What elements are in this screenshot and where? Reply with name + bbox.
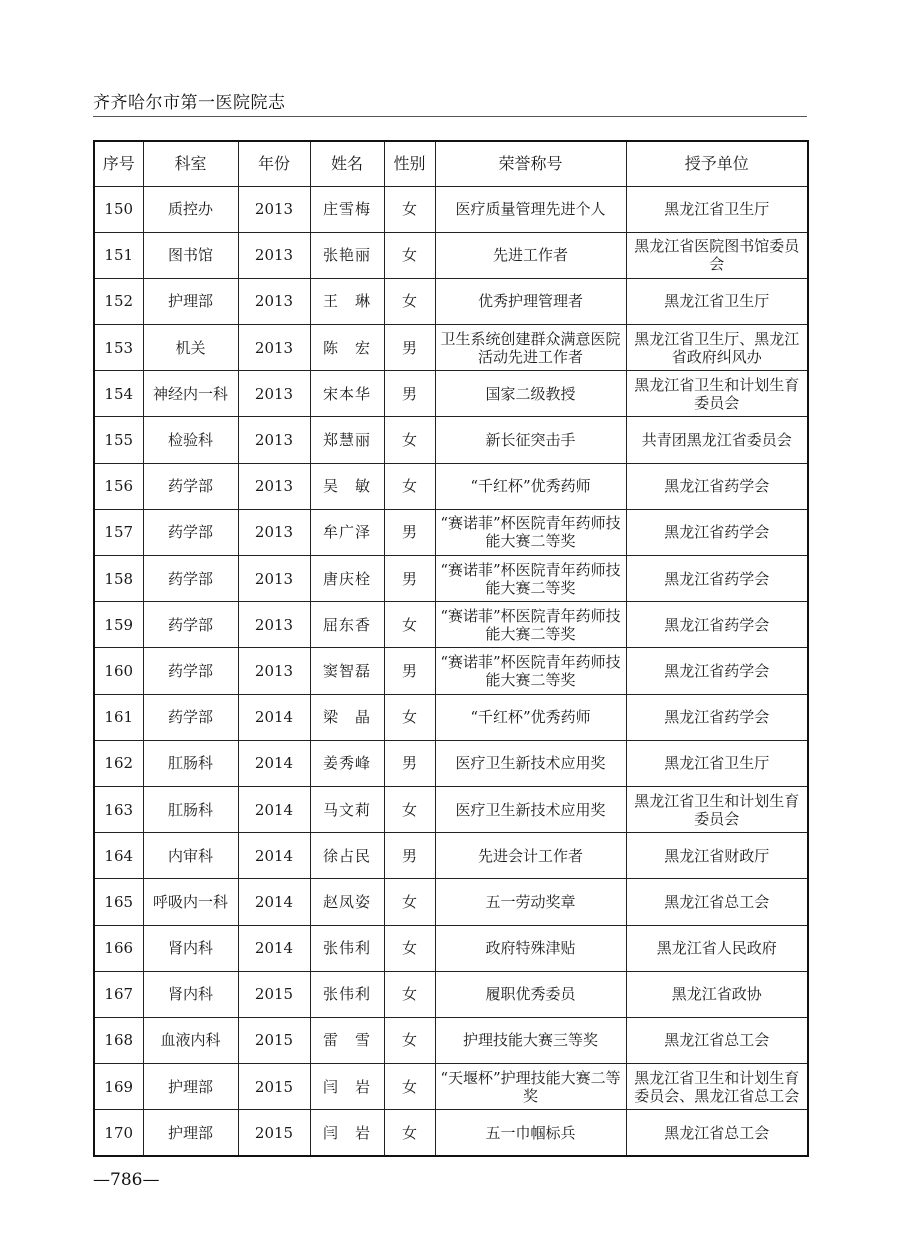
cell-gender: 女: [384, 879, 435, 925]
cell-year: 2015: [238, 1110, 310, 1156]
cell-awarding-unit: 黑龙江省政协: [626, 971, 808, 1017]
cell-number: 155: [94, 417, 143, 463]
cell-department: 检验科: [143, 417, 238, 463]
cell-awarding-unit: 黑龙江省卫生和计划生育委员会、黑龙江省总工会: [626, 1064, 808, 1110]
table-row: [94, 1064, 808, 1110]
cell-honor: 新长征突击手: [435, 417, 626, 463]
cell-year: 2014: [238, 694, 310, 740]
column-header-year: 年份: [238, 141, 310, 186]
table-row: [94, 371, 808, 417]
table-row: [94, 740, 808, 786]
cell-awarding-unit: 黑龙江省药学会: [626, 509, 808, 555]
running-head-title: 齐齐哈尔市第一医院院志: [93, 93, 286, 113]
honors-table: [93, 140, 809, 1157]
cell-name: 牟广泽: [310, 509, 384, 555]
cell-department: 肾内科: [143, 971, 238, 1017]
cell-gender: 男: [384, 648, 435, 694]
cell-year: 2015: [238, 1017, 310, 1063]
table-row: [94, 786, 808, 832]
cell-name: 姜秀峰: [310, 740, 384, 786]
cell-honor: 医疗质量管理先进个人: [435, 186, 626, 232]
cell-number: 170: [94, 1110, 143, 1156]
cell-department: 呼吸内一科: [143, 879, 238, 925]
cell-name: 梁 晶: [310, 694, 384, 740]
cell-department: 图书馆: [143, 232, 238, 278]
cell-number: 157: [94, 509, 143, 555]
table-row: [94, 509, 808, 555]
column-header-department: 科室: [143, 141, 238, 186]
cell-year: 2013: [238, 232, 310, 278]
table-row: [94, 1017, 808, 1063]
cell-awarding-unit: 黑龙江省卫生厅、黑龙江省政府纠风办: [626, 325, 808, 371]
cell-gender: 女: [384, 925, 435, 971]
cell-honor: “天堰杯”护理技能大赛二等奖: [435, 1064, 626, 1110]
cell-year: 2013: [238, 186, 310, 232]
table-row: [94, 694, 808, 740]
cell-department: 药学部: [143, 648, 238, 694]
cell-awarding-unit: 黑龙江省财政厅: [626, 833, 808, 879]
cell-year: 2013: [238, 325, 310, 371]
cell-department: 药学部: [143, 463, 238, 509]
cell-gender: 男: [384, 509, 435, 555]
cell-number: 153: [94, 325, 143, 371]
cell-number: 156: [94, 463, 143, 509]
cell-gender: 女: [384, 1017, 435, 1063]
table-row: [94, 602, 808, 648]
cell-honor: “赛诺菲”杯医院青年药师技能大赛二等奖: [435, 509, 626, 555]
cell-number: 165: [94, 879, 143, 925]
table-row: [94, 879, 808, 925]
cell-name: 张伟利: [310, 925, 384, 971]
cell-gender: 女: [384, 694, 435, 740]
cell-gender: 女: [384, 1110, 435, 1156]
cell-name: 庄雪梅: [310, 186, 384, 232]
table-row: [94, 833, 808, 879]
cell-number: 166: [94, 925, 143, 971]
cell-name: 雷 雪: [310, 1017, 384, 1063]
cell-number: 160: [94, 648, 143, 694]
cell-name: 窦智磊: [310, 648, 384, 694]
cell-awarding-unit: 黑龙江省人民政府: [626, 925, 808, 971]
header-rule: [93, 116, 807, 117]
cell-awarding-unit: 黑龙江省总工会: [626, 1017, 808, 1063]
cell-number: 161: [94, 694, 143, 740]
cell-awarding-unit: 黑龙江省总工会: [626, 1110, 808, 1156]
cell-year: 2014: [238, 833, 310, 879]
cell-number: 168: [94, 1017, 143, 1063]
cell-number: 159: [94, 602, 143, 648]
cell-department: 护理部: [143, 1110, 238, 1156]
cell-gender: 男: [384, 556, 435, 602]
cell-name: 徐占民: [310, 833, 384, 879]
cell-number: 164: [94, 833, 143, 879]
cell-honor: 卫生系统创建群众满意医院活动先进工作者: [435, 325, 626, 371]
table-row: [94, 463, 808, 509]
cell-name: 马文莉: [310, 786, 384, 832]
cell-name: 宋本华: [310, 371, 384, 417]
cell-number: 150: [94, 186, 143, 232]
cell-gender: 女: [384, 463, 435, 509]
column-header-number: 序号: [94, 141, 143, 186]
cell-awarding-unit: 黑龙江省卫生厅: [626, 740, 808, 786]
cell-honor: 履职优秀委员: [435, 971, 626, 1017]
table-body: [94, 186, 808, 1156]
cell-gender: 女: [384, 971, 435, 1017]
cell-number: 162: [94, 740, 143, 786]
cell-name: 唐庆栓: [310, 556, 384, 602]
table-row: [94, 232, 808, 278]
cell-year: 2013: [238, 417, 310, 463]
column-header-awarding-unit: 授予单位: [626, 141, 808, 186]
cell-honor: 医疗卫生新技术应用奖: [435, 786, 626, 832]
cell-year: 2013: [238, 278, 310, 324]
cell-awarding-unit: 黑龙江省药学会: [626, 556, 808, 602]
cell-year: 2013: [238, 509, 310, 555]
cell-awarding-unit: 黑龙江省药学会: [626, 648, 808, 694]
cell-name: 陈 宏: [310, 325, 384, 371]
cell-number: 152: [94, 278, 143, 324]
cell-department: 质控办: [143, 186, 238, 232]
cell-name: 屈东香: [310, 602, 384, 648]
table-row: [94, 417, 808, 463]
cell-year: 2013: [238, 463, 310, 509]
cell-name: 王 琳: [310, 278, 384, 324]
cell-number: 154: [94, 371, 143, 417]
cell-honor: “千红杯”优秀药师: [435, 694, 626, 740]
cell-gender: 男: [384, 371, 435, 417]
cell-honor: 五一巾帼标兵: [435, 1110, 626, 1156]
cell-number: 169: [94, 1064, 143, 1110]
cell-honor: 医疗卫生新技术应用奖: [435, 740, 626, 786]
cell-year: 2015: [238, 1064, 310, 1110]
column-header-honor: 荣誉称号: [435, 141, 626, 186]
cell-gender: 女: [384, 186, 435, 232]
cell-year: 2014: [238, 879, 310, 925]
cell-awarding-unit: 共青团黑龙江省委员会: [626, 417, 808, 463]
cell-awarding-unit: 黑龙江省卫生厅: [626, 186, 808, 232]
cell-year: 2013: [238, 648, 310, 694]
cell-name: 吴 敏: [310, 463, 384, 509]
cell-gender: 男: [384, 833, 435, 879]
table-row: [94, 186, 808, 232]
cell-department: 药学部: [143, 694, 238, 740]
cell-honor: “千红杯”优秀药师: [435, 463, 626, 509]
cell-department: 血液内科: [143, 1017, 238, 1063]
table-row: [94, 925, 808, 971]
cell-name: 张伟利: [310, 971, 384, 1017]
table-header-row: [94, 141, 808, 186]
table-row: [94, 278, 808, 324]
table-row: [94, 1110, 808, 1156]
cell-honor: “赛诺菲”杯医院青年药师技能大赛二等奖: [435, 648, 626, 694]
cell-gender: 女: [384, 1064, 435, 1110]
cell-gender: 女: [384, 602, 435, 648]
cell-gender: 女: [384, 417, 435, 463]
table-row: [94, 971, 808, 1017]
column-header-name: 姓名: [310, 141, 384, 186]
cell-gender: 女: [384, 278, 435, 324]
table-row: [94, 556, 808, 602]
page-number: —786—: [93, 1170, 160, 1190]
cell-name: 闫 岩: [310, 1110, 384, 1156]
cell-department: 护理部: [143, 1064, 238, 1110]
cell-honor: 优秀护理管理者: [435, 278, 626, 324]
cell-department: 肛肠科: [143, 740, 238, 786]
cell-gender: 男: [384, 740, 435, 786]
cell-honor: 先进会计工作者: [435, 833, 626, 879]
column-header-gender: 性别: [384, 141, 435, 186]
cell-honor: 五一劳动奖章: [435, 879, 626, 925]
cell-honor: 护理技能大赛三等奖: [435, 1017, 626, 1063]
cell-awarding-unit: 黑龙江省医院图书馆委员会: [626, 232, 808, 278]
cell-gender: 女: [384, 786, 435, 832]
cell-year: 2014: [238, 740, 310, 786]
cell-year: 2014: [238, 786, 310, 832]
cell-honor: “赛诺菲”杯医院青年药师技能大赛二等奖: [435, 602, 626, 648]
cell-department: 机关: [143, 325, 238, 371]
cell-name: 张艳丽: [310, 232, 384, 278]
cell-gender: 男: [384, 325, 435, 371]
cell-number: 167: [94, 971, 143, 1017]
cell-awarding-unit: 黑龙江省总工会: [626, 879, 808, 925]
cell-awarding-unit: 黑龙江省药学会: [626, 694, 808, 740]
cell-department: 药学部: [143, 556, 238, 602]
cell-number: 151: [94, 232, 143, 278]
cell-awarding-unit: 黑龙江省药学会: [626, 463, 808, 509]
cell-honor: 政府特殊津贴: [435, 925, 626, 971]
cell-department: 护理部: [143, 278, 238, 324]
cell-number: 158: [94, 556, 143, 602]
cell-department: 肛肠科: [143, 786, 238, 832]
cell-honor: “赛诺菲”杯医院青年药师技能大赛二等奖: [435, 556, 626, 602]
cell-gender: 女: [384, 232, 435, 278]
cell-number: 163: [94, 786, 143, 832]
cell-name: 闫 岩: [310, 1064, 384, 1110]
cell-year: 2013: [238, 602, 310, 648]
cell-department: 药学部: [143, 509, 238, 555]
cell-department: 肾内科: [143, 925, 238, 971]
cell-honor: 先进工作者: [435, 232, 626, 278]
table-row: [94, 325, 808, 371]
cell-department: 神经内一科: [143, 371, 238, 417]
table-row: [94, 648, 808, 694]
cell-year: 2013: [238, 371, 310, 417]
cell-department: 药学部: [143, 602, 238, 648]
cell-awarding-unit: 黑龙江省卫生和计划生育委员会: [626, 786, 808, 832]
cell-name: 郑慧丽: [310, 417, 384, 463]
cell-awarding-unit: 黑龙江省卫生厅: [626, 278, 808, 324]
cell-awarding-unit: 黑龙江省药学会: [626, 602, 808, 648]
cell-year: 2015: [238, 971, 310, 1017]
cell-year: 2013: [238, 556, 310, 602]
cell-year: 2014: [238, 925, 310, 971]
cell-department: 内审科: [143, 833, 238, 879]
cell-honor: 国家二级教授: [435, 371, 626, 417]
cell-awarding-unit: 黑龙江省卫生和计划生育委员会: [626, 371, 808, 417]
cell-name: 赵凤姿: [310, 879, 384, 925]
